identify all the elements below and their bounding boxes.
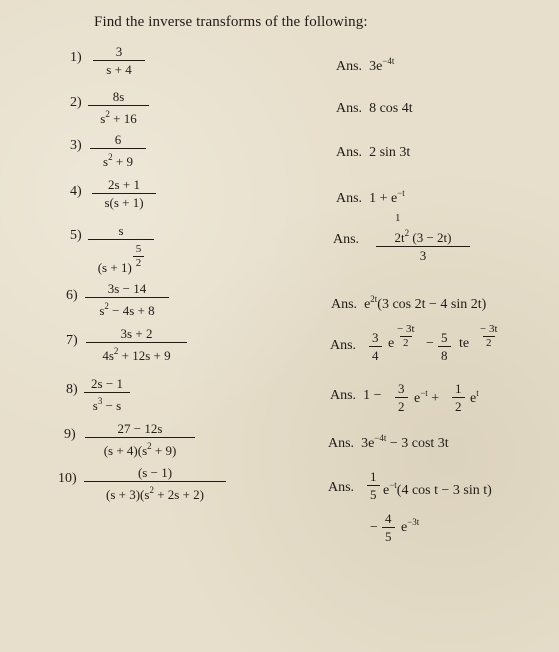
denominator: $4s^2 + 12s + 9$ — [86, 342, 187, 363]
denominator: $(s + 3)(s^2 + 2s + 2)$ — [84, 481, 226, 502]
answer-5-exponent: 1 — [395, 212, 401, 224]
answer-6: Ans. $e^{2t}(3$ cos 2t − 4 sin 2t) — [331, 294, 487, 312]
answer-7-coef-2: $\frac{5}{8}$ — [438, 331, 451, 363]
problem-number: 8) — [66, 382, 78, 397]
page-title: Find the inverse transforms of the following: — [94, 14, 368, 30]
numerator: 3 — [115, 44, 123, 59]
answer-8-coef-1: $\frac{3}{2}$ — [395, 382, 408, 414]
answer-7-label: Ans. — [330, 338, 357, 353]
answer-4: Ans. $1 + e^{-t}$ — [336, 188, 405, 206]
problem-number: 7) — [66, 333, 78, 348]
answer-10-coef-1: $\frac{1}{5}$ — [367, 470, 380, 502]
answer-10-term-2: $e^{-3t}$ — [401, 517, 420, 535]
problem-number: 6) — [66, 288, 78, 303]
answer-10-label: Ans. — [328, 480, 355, 495]
denominator: $s^2 + 16$ — [88, 105, 149, 126]
numerator: 3s + 2 — [120, 326, 153, 341]
answer-1: Ans. $3e^{-4t}$ — [336, 56, 395, 74]
answer-8-coef-2: $\frac{1}{2}$ — [452, 382, 465, 414]
problem-fraction — [84, 377, 130, 413]
problem-number: 10) — [58, 471, 77, 486]
problem-fraction — [86, 327, 187, 363]
answer-8-term-2: $e^t$ — [470, 388, 479, 406]
problem-fraction — [84, 466, 226, 502]
problem-fraction — [85, 422, 195, 458]
answer-8-label: Ans. 1 − — [330, 388, 382, 403]
denominator: $s^2 + 9$ — [90, 148, 146, 169]
exponent-fraction: $\frac{5}{2}$ — [133, 244, 145, 269]
problem-fraction — [92, 178, 156, 210]
problem-fraction — [88, 224, 154, 275]
problem-number: 9) — [64, 427, 76, 442]
answer-8-term-1: $e^{-t}$ + — [414, 388, 440, 406]
answer-5-label: Ans. — [333, 232, 360, 247]
problem-number: 5) — [70, 228, 82, 243]
denominator: $s^2 - 4s + 8$ — [85, 297, 169, 318]
answer-7-te: te — [459, 336, 470, 351]
answer-3: Ans. 2 sin 3t — [336, 145, 411, 160]
answer-10-coef-2: $\frac{4}{5}$ — [382, 512, 395, 544]
denominator: $(s + 4)(s^2 + 9)$ — [85, 437, 195, 458]
answer-7-minus: − — [426, 336, 434, 351]
numerator: 27 − 12s — [117, 421, 163, 436]
answer-7-exp-1: $\frac{- 3t}{2}$ — [397, 323, 415, 349]
numerator: 8s — [112, 89, 125, 104]
answer-7-e1: e — [388, 336, 395, 351]
denominator: 3 — [376, 246, 470, 263]
numerator: 2s + 1 — [108, 177, 140, 192]
problem-fraction — [88, 90, 149, 126]
numerator: 2s − 1 — [91, 376, 123, 391]
denominator: s(s + 1) — [92, 193, 156, 210]
numerator: (s − 1) — [137, 465, 173, 480]
problem-fraction — [90, 133, 146, 169]
numerator: 3s − 14 — [107, 281, 147, 296]
problem-fraction — [93, 45, 145, 77]
problem-number: 2) — [70, 95, 82, 110]
numerator: $2t^2$ (3 − 2t) — [394, 228, 452, 245]
answer-7-coef-1: $\frac{3}{4}$ — [369, 331, 382, 363]
problem-number: 3) — [70, 138, 82, 153]
numerator: 6 — [114, 132, 122, 147]
problem-number: 1) — [70, 50, 82, 65]
numerator: s — [118, 223, 124, 238]
denominator: (s + 1) $\frac{5}{2}$ — [88, 239, 154, 275]
answer-5-fraction — [376, 226, 470, 263]
answer-2: Ans. 8 cos 4t — [336, 101, 413, 116]
denominator: s + 4 — [93, 60, 145, 77]
problem-fraction — [85, 282, 169, 318]
answer-10-minus: − — [370, 520, 378, 535]
problem-number: 4) — [70, 184, 82, 199]
answer-9: Ans. $3e^{-4t} - 3$ cost 3t — [328, 433, 449, 451]
answer-7-exp-2: $\frac{- 3t}{2}$ — [480, 323, 498, 349]
denominator: $s^3 - s$ — [84, 392, 130, 413]
answer-10-term-1: $e^{-t}(4$ cos t − 3 sin t) — [383, 480, 492, 498]
